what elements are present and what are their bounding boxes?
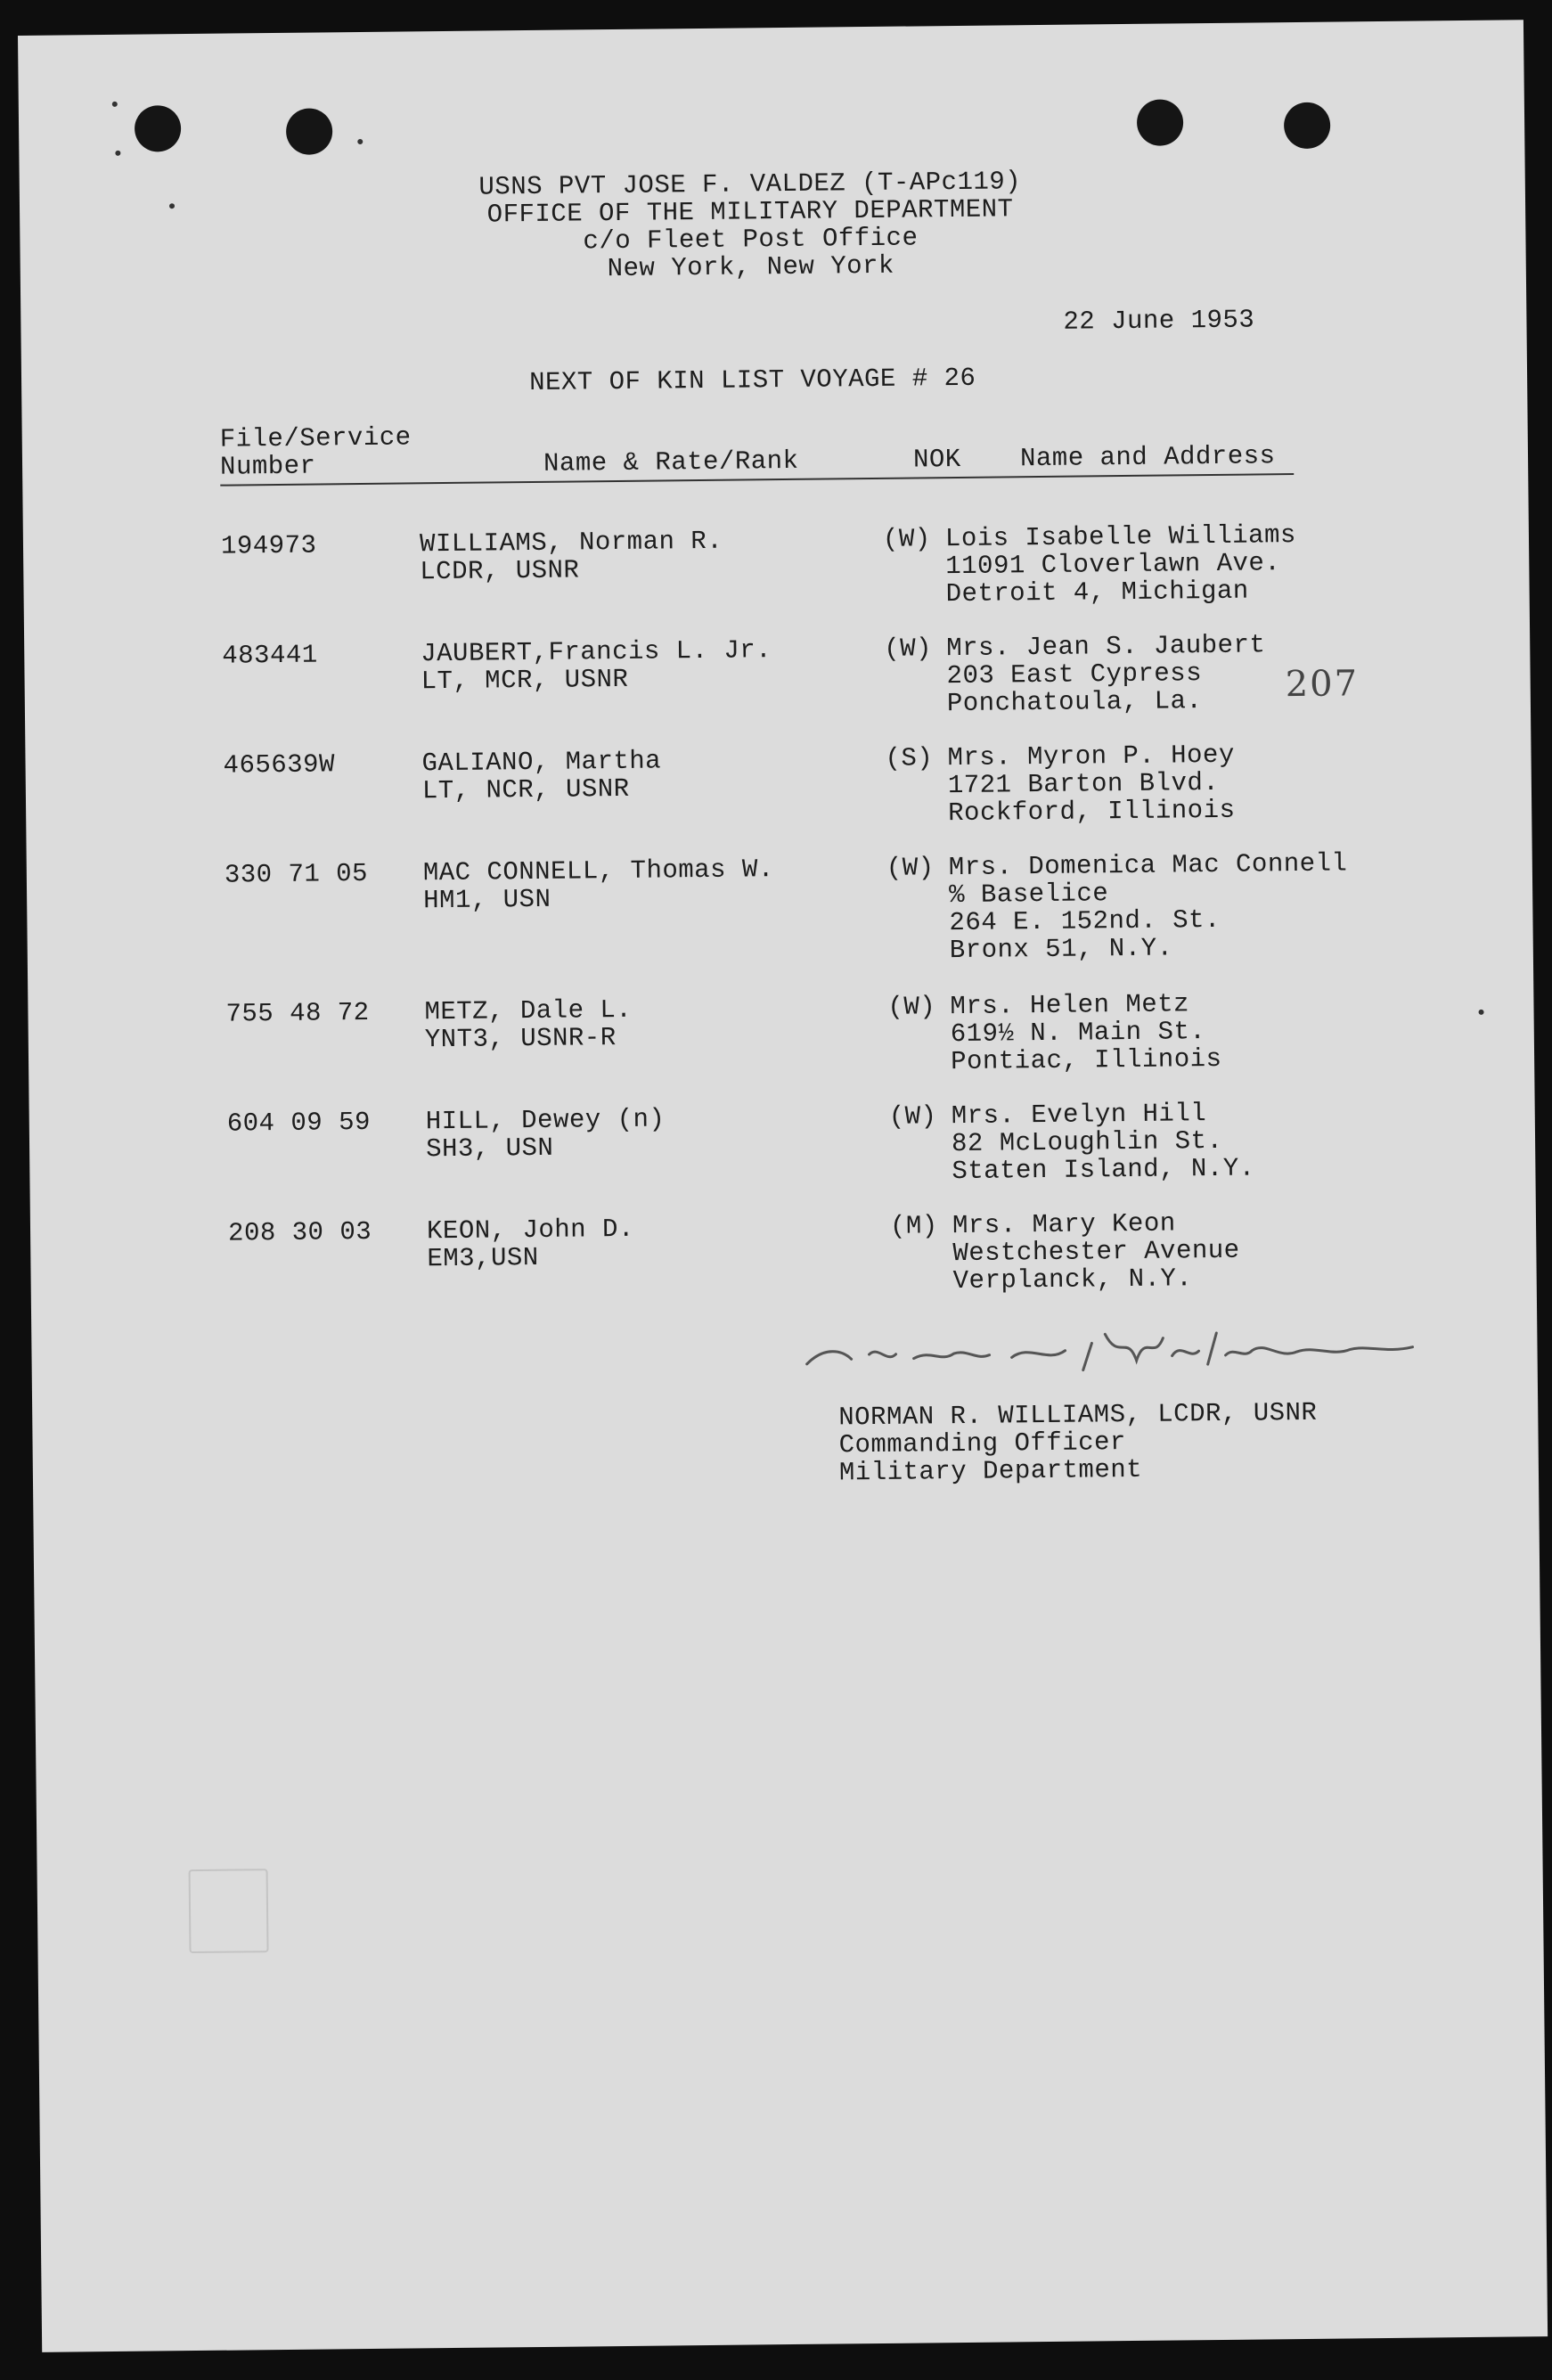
entry-address-line: Pontiac, Illinois <box>950 1043 1222 1077</box>
entry-address-line: Lois Isabelle Williams <box>944 520 1296 554</box>
entry-address-line: 619½ N. Main St. <box>950 1017 1206 1050</box>
entry-address-line: 11091 Cloverlawn Ave. <box>945 548 1281 582</box>
letterhead-office: OFFICE OF THE MILITARY DEPARTMENT <box>486 194 1014 230</box>
speck-icon <box>115 151 120 156</box>
punch-hole-icon <box>1284 102 1331 150</box>
entry-name: WILLIAMS, Norman R. <box>419 526 723 560</box>
letterhead-ship: USNS PVT JOSE F. VALDEZ (T-APc119) <box>478 167 1022 202</box>
speck-icon <box>1479 1010 1484 1015</box>
entry-address-line: Verplanck, N.Y. <box>952 1264 1193 1296</box>
entry-address-line: Mrs. Evelyn Hill <box>951 1099 1207 1132</box>
header-file-service: File/Service <box>219 422 412 454</box>
entry-rank: YNT3, USNR-R <box>424 1023 617 1055</box>
page-stamp-number: 207 <box>1285 663 1360 706</box>
entry-rank: HM1, USN <box>423 884 551 916</box>
entry-address-line: Ponchatoula, La. <box>946 686 1203 719</box>
header-name-rank: Name & Rate/Rank <box>543 446 799 478</box>
entry-service-number: 208 30 03 <box>227 1216 372 1248</box>
entry-rank: SH3, USN <box>425 1133 554 1165</box>
entry-address-line: 203 East Cypress <box>946 658 1203 691</box>
speck-icon <box>112 102 118 107</box>
document-date: 22 June 1953 <box>1063 305 1255 337</box>
letterhead-city: New York, New York <box>607 250 895 284</box>
entry-address-line: Mrs. Helen Metz <box>950 989 1190 1022</box>
entry-address-line: Mrs. Domenica Mac Connell <box>948 848 1348 883</box>
entry-name: JAUBERT,Francis L. Jr. <box>421 635 772 669</box>
entry-service-number: 330 71 05 <box>224 858 369 890</box>
speck-icon <box>357 139 363 144</box>
entry-address-line: % Baselice <box>948 879 1109 911</box>
entry-address-line: Mrs. Myron P. Hoey <box>947 740 1235 773</box>
entry-name: MAC CONNELL, Thomas W. <box>422 855 774 888</box>
faint-tape-mark-icon <box>189 1869 269 1953</box>
entry-nok: (M) <box>889 1211 938 1241</box>
entry-nok: (W) <box>888 1101 937 1132</box>
entry-address-line: Rockford, Illinois <box>948 795 1236 829</box>
entry-nok: (W) <box>884 634 933 664</box>
entry-name: KEON, John D. <box>426 1214 634 1247</box>
entry-rank: EM3,USN <box>427 1242 539 1274</box>
entry-name: GALIANO, Martha <box>421 746 662 779</box>
signature-title: Commanding Officer <box>838 1427 1127 1460</box>
header-name-address: Name and Address <box>1019 441 1276 474</box>
entry-nok: (W) <box>882 524 931 554</box>
entry-nok: (W) <box>887 992 936 1022</box>
entry-address-line: 264 E. 152nd. St. <box>949 904 1221 938</box>
entry-nok: (W) <box>886 853 935 883</box>
handwritten-signature-icon <box>797 1305 1422 1391</box>
entry-service-number: 483441 <box>222 640 318 671</box>
entry-rank: LT, NCR, USNR <box>421 773 630 806</box>
entry-address-line: Staten Island, N.Y. <box>952 1153 1255 1187</box>
signature-block <box>838 1399 1318 1487</box>
entry-service-number: 604 09 59 <box>226 1107 372 1139</box>
signature-name: NORMAN R. WILLIAMS, LCDR, USNR <box>838 1397 1318 1433</box>
entry-address-line: Westchester Avenue <box>952 1235 1240 1269</box>
entry-address-line: Detroit 4, Michigan <box>945 576 1249 609</box>
speck-icon <box>169 203 175 209</box>
letterhead <box>305 166 1197 285</box>
entry-name: METZ, Dale L. <box>424 994 633 1027</box>
header-number: Number <box>219 451 316 482</box>
entry-service-number: 194973 <box>220 530 317 561</box>
entry-address-line: 1721 Barton Blvd. <box>947 767 1220 801</box>
document-title: NEXT OF KIN LIST VOYAGE # 26 <box>528 363 976 398</box>
entry-rank: LT, MCR, USNR <box>421 664 629 697</box>
entry-name: HILL, Dewey (n) <box>425 1104 666 1137</box>
document-page <box>18 20 1548 2352</box>
entry-rank: LCDR, USNR <box>420 555 580 587</box>
entry-address-line: Mrs. Mary Keon <box>952 1208 1176 1241</box>
entry-service-number: 755 48 72 <box>225 997 370 1029</box>
entry-nok: (S) <box>885 743 934 773</box>
signature-department: Military Department <box>838 1454 1143 1488</box>
entry-service-number: 465639W <box>223 749 336 781</box>
entry-address-line: Bronx 51, N.Y. <box>949 933 1173 966</box>
punch-hole-icon <box>135 105 182 152</box>
entry-address-line: Mrs. Jean S. Jaubert <box>946 630 1266 664</box>
header-nok: NOK <box>912 444 961 475</box>
letterhead-address: c/o Fleet Post Office <box>583 223 919 257</box>
entry-address-line: 82 McLoughlin St. <box>951 1125 1223 1159</box>
punch-hole-icon <box>286 108 333 155</box>
punch-hole-icon <box>1137 99 1184 146</box>
